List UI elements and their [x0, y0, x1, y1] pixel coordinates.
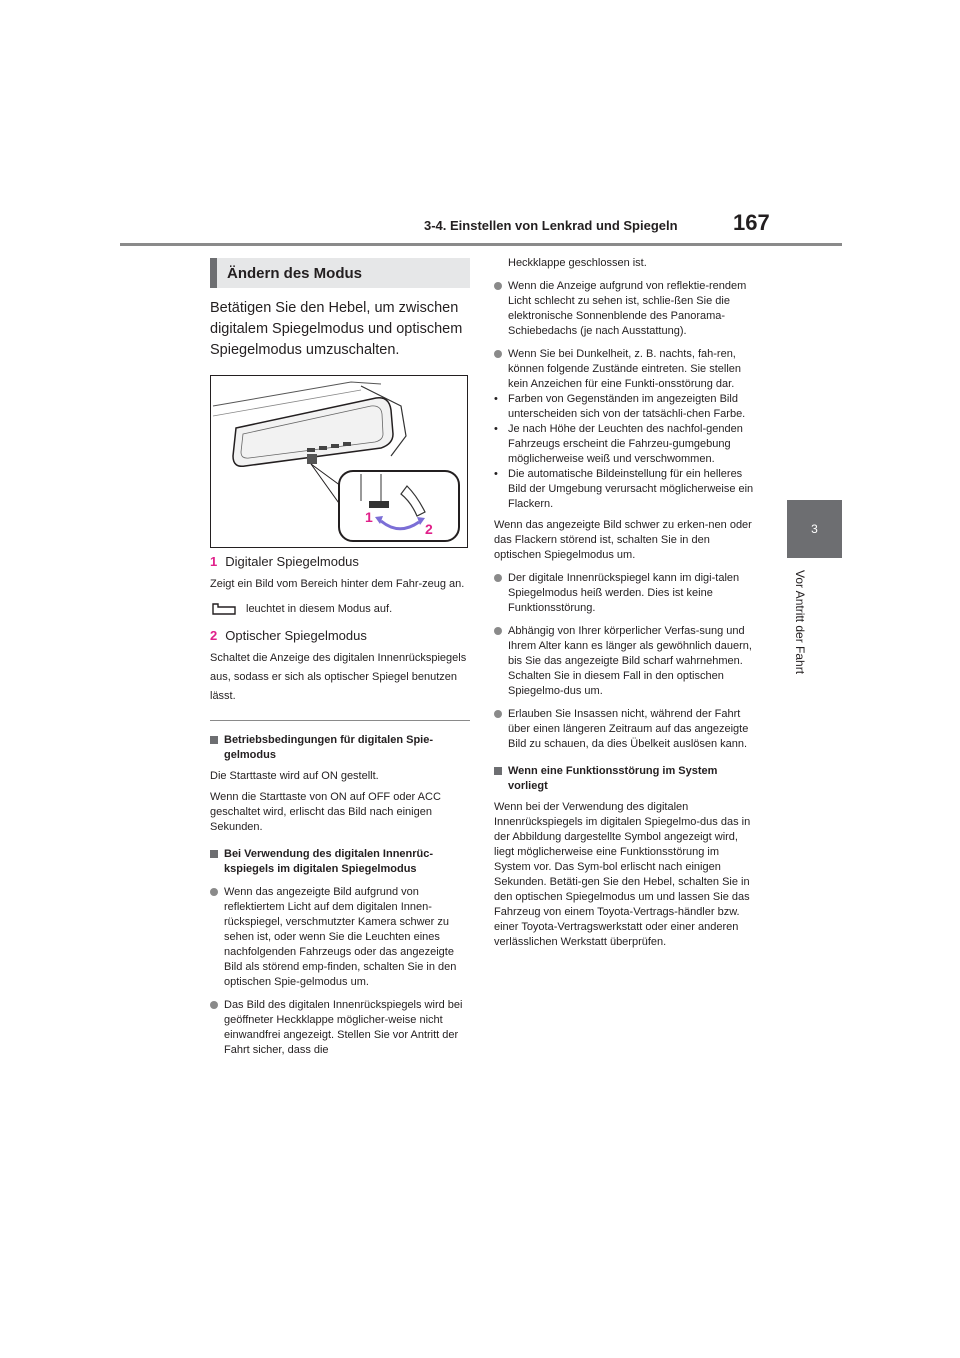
page-number: 167	[733, 210, 770, 235]
sub-item-text: Farben von Gegenständen im angezeigten Bild unterscheiden sich von der tatsächli-chen Farbe.	[508, 393, 746, 420]
dot-marker: •	[494, 468, 498, 480]
section-heading	[210, 258, 470, 288]
list-item	[494, 707, 756, 752]
indicator-text: leuchtet in diesem Modus auf.	[246, 603, 393, 615]
list-item	[210, 885, 470, 990]
chapter-number: 3	[811, 522, 818, 536]
chapter-side-label	[789, 570, 809, 710]
bullet-text: Wenn das angezeigte Bild aufgrund von reflektiertem Licht auf dem digitalen Innen-rückspiegel, verschmutzter Kamera schwer zu sehen ist, oder wenn Sie die Leuchten eines nachfolgenden Fahrzeugs oder das angezeigte Bild als störend emp-finden, schalten Sie in den optischen Spie-gelmodus um.	[224, 886, 457, 988]
mirror-mode-icon	[210, 602, 238, 616]
item-1-text: Zeigt ein Bild vom Bereich hinter dem Fahr-zeug an.	[210, 578, 465, 590]
note-1-p1: Die Starttaste wird auf ON gestellt.	[210, 770, 379, 782]
item-2-text: Schaltet die Anzeige des digitalen Innenrückspiegels aus, sodass er sich als optischer Spiegel benutzen lässt.	[210, 652, 467, 702]
list-item	[494, 571, 756, 616]
bullet-text: Das Bild des digitalen Innenrückspiegels wird bei geöffneter Heckklappe möglicher-weise nicht einwandfrei angezeigt. Stellen Sie vor Antritt der Fahrt sicher, dass die	[224, 999, 463, 1056]
mirror-illustration	[210, 375, 468, 548]
mirror-drawing	[211, 376, 467, 547]
bullet-text: Erlauben Sie Insassen nicht, während der Fahrt über einen längeren Zeitraum auf das angezeigte Bild zu schauen, da dies Übelkeit auslösen kann.	[508, 708, 749, 750]
list-item	[494, 347, 756, 392]
circle-bullet-icon	[494, 282, 502, 290]
square-bullet-icon	[210, 850, 218, 858]
circle-bullet-icon	[210, 1001, 218, 1009]
note-1-p2: Wenn die Starttaste von ON auf OFF oder ACC geschaltet wird, erlischt das Bild nach einigen Sekunden.	[210, 791, 441, 833]
continuation-text: Heckklappe geschlossen ist.	[508, 257, 647, 269]
circle-bullet-icon	[494, 627, 502, 635]
circle-bullet-icon	[210, 888, 218, 896]
circle-bullet-icon	[494, 350, 502, 358]
section-heading-text: Ändern des Modus	[227, 264, 363, 282]
list-item	[494, 624, 756, 699]
note-2-heading-text: Bei Verwendung des digitalen Innenrüc-kspiegels im digitalen Spiegelmodus	[224, 848, 434, 875]
sub-list-item	[494, 422, 756, 467]
bullet-text: Abhängig von Ihrer körperlicher Verfas-sung und Ihrem Alter kann es länger als gewöhnlich dauern, bis Sie das angezeigte Bild scharf wahrnehmen. Schalten Sie in diesem Fall in den optischen Spiegelmo-dus um.	[508, 625, 752, 697]
bullet-text: Der digitale Innenrückspiegel kann im digi-talen Spiegelmodus heiß werden. Dies ist keine Funktionsstörung.	[508, 572, 740, 614]
item-1-number: 1	[210, 554, 218, 569]
header-rule	[120, 243, 842, 246]
circle-bullet-icon	[494, 574, 502, 582]
note-3-text: Wenn bei der Verwendung des digitalen Innenrückspiegels im digitalen Spiegelmo-dus das in der Abbildung dargestellte Symbol angezeigt wird, liegt möglicherweise eine Funktionsstörung im System vor. Das Sym-bol erlischt nach einigen Sekunden. Betäti-gen Sie den Hebel, schalten Sie in den optischen Spiegelmodus um und lassen Sie das Fahrzeug von einem Toyota-Vertrags-händler bzw. einer Toyota-Vertragswerkstatt oder einer anderen verlässlichen Werkstatt überprüfen.	[494, 801, 751, 948]
sub-list-item	[494, 392, 756, 422]
list-item	[494, 279, 756, 339]
item-2-label: Optischer Spiegelmodus	[225, 628, 367, 643]
note-3-heading-text: Wenn eine Funktionsstörung im System vorliegt	[508, 765, 718, 792]
note-1-heading-text: Betriebsbedingungen für digitalen Spie-gelmodus	[224, 734, 434, 761]
chapter-tab	[787, 500, 842, 558]
dot-marker: •	[494, 393, 498, 405]
circle-bullet-icon	[494, 710, 502, 718]
section-divider	[210, 720, 470, 721]
left-column	[210, 258, 470, 1058]
item-1-label: Digitaler Spiegelmodus	[225, 554, 359, 569]
running-header-title: 3-4. Einstellen von Lenkrad und Spiegeln	[424, 218, 678, 233]
chapter-title: Vor Antritt der Fahrt	[793, 570, 807, 675]
right-column	[494, 256, 756, 950]
item-2-title	[210, 628, 470, 643]
square-bullet-icon	[210, 736, 218, 744]
bullet-text: Wenn die Anzeige aufgrund von reflektie-rendem Licht schlecht zu sehen ist, schlie-ßen Sie die elektronische Sonnenblende des Panorama-Schiebedachs (je nach Ausstattung).	[508, 280, 747, 337]
note-3-heading	[494, 764, 756, 794]
square-bullet-icon	[494, 767, 502, 775]
note-2-heading	[210, 847, 470, 877]
item-1-title	[210, 554, 470, 569]
sub-list-item	[494, 467, 756, 512]
sub-item-text: Die automatische Bildeinstellung für ein helleres Bild der Umgebung verursacht möglicherweise ein Flackern.	[508, 468, 754, 510]
intro-text: Betätigen Sie den Hebel, um zwischen digitalem Spiegelmodus und optischem Spiegelmodus umzuschalten.	[210, 300, 463, 358]
list-item	[210, 998, 470, 1058]
sub-item-text: Je nach Höhe der Leuchten des nachfol-genden Fahrzeugs erscheint die Fahrzeu-gumgebung möglicherweise weiß und verschwommen.	[508, 423, 743, 465]
callout-2: 2	[425, 521, 433, 537]
bullet-text: Wenn Sie bei Dunkelheit, z. B. nachts, fah-ren, können folgende Zustände eintreten. Sie stellen kein Anzeichen für eine Funkti-onsstörung dar.	[508, 348, 741, 390]
paragraph: Wenn das angezeigte Bild schwer zu erken-nen oder das Flackern störend ist, schalten Sie in den optischen Spiegelmodus um.	[494, 519, 752, 561]
callout-1: 1	[365, 509, 373, 525]
item-2-number: 2	[210, 628, 218, 643]
indicator-line	[210, 602, 470, 616]
dot-marker: •	[494, 423, 498, 435]
note-1-heading	[210, 733, 470, 763]
